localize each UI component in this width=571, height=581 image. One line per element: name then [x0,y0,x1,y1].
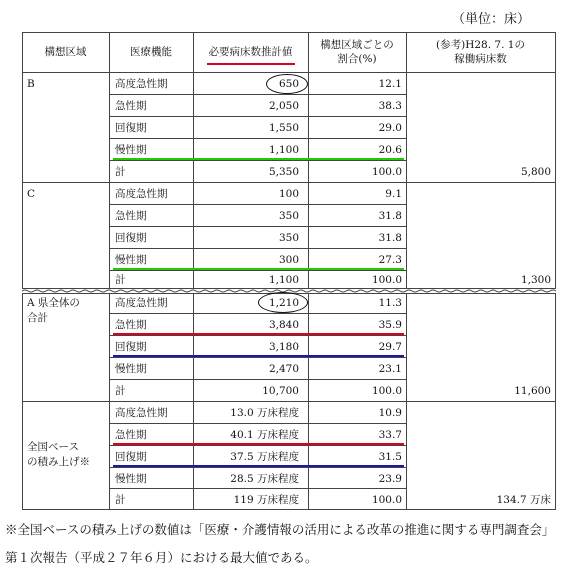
value-cell: 13.0 万床程度 [230,407,299,419]
ratio-cell: 38.3 [378,100,402,112]
row-rule [109,116,407,117]
value-cell: 28.5 万床程度 [230,473,299,485]
col-divider [406,32,407,510]
col-divider [109,32,110,510]
function-cell: 慢性期 [115,144,147,156]
row-rule [109,94,407,95]
ratio-cell: 29.7 [378,341,402,353]
function-cell: 高度急性期 [115,297,168,309]
function-cell: 高度急性期 [115,407,168,419]
reference-cell: 5,800 [520,166,551,178]
area-label: A 県全体の [27,297,80,309]
ratio-cell: 9.1 [385,188,402,200]
row-rule [109,138,407,139]
row-rule [109,423,407,424]
row-rule [109,160,407,161]
table-border-top [22,32,556,33]
row-rule [109,357,407,358]
value-cell: 300 [278,254,299,266]
reference-cell: 11,600 [514,385,551,397]
ratio-cell: 12.1 [378,78,402,90]
function-cell: 高度急性期 [115,78,168,90]
row-rule [109,488,407,489]
function-cell: 計 [115,274,126,286]
value-cell: 350 [278,232,299,244]
function-cell: 回復期 [115,451,147,463]
row-rule [109,248,407,249]
row-rule [109,379,407,380]
ratio-cell: 23.1 [378,363,402,375]
function-cell: 急性期 [115,319,147,331]
value-cell: 5,350 [268,166,299,178]
circle-annotation [258,292,308,313]
red-highlight-line [113,333,404,335]
blue-highlight-line [113,355,404,357]
function-cell: 急性期 [115,429,147,441]
group-rule [22,401,556,402]
ratio-cell: 100.0 [371,494,402,506]
value-cell: 40.1 万床程度 [230,429,299,441]
reference-cell: 134.7 万床 [496,494,551,506]
header-required-beds: 必要病床数推計値 [208,46,293,58]
ratio-cell: 10.9 [378,407,402,419]
row-rule [109,467,407,468]
circle-annotation [266,74,308,94]
group-rule [22,182,556,183]
blue-highlight-line [113,465,404,467]
table-border-bottom [22,509,556,510]
ratio-cell: 31.5 [378,451,402,463]
header-ratio-line1: 構想区域ごとの [320,39,394,51]
value-cell: 37.5 万床程度 [230,451,299,463]
value-cell: 1,100 [268,144,299,156]
header-red-underline [207,63,295,65]
red-highlight-line [113,443,404,445]
function-cell: 計 [115,494,126,506]
reference-cell: 1,300 [520,274,551,286]
value-cell: 100 [278,188,299,200]
area-label-line2: 合計 [27,312,48,324]
row-rule [109,313,407,314]
ratio-cell: 20.6 [378,144,402,156]
value-cell: 1,100 [268,274,299,286]
value-cell: 3,180 [268,341,299,353]
ratio-cell: 35.9 [378,319,402,331]
ratio-cell: 23.9 [378,473,402,485]
function-cell: 高度急性期 [115,188,168,200]
area-label: 全国ベース [27,441,79,453]
area-label: B [27,78,35,90]
ratio-cell: 11.3 [378,297,402,309]
value-cell: 1,210 [268,297,299,309]
function-cell: 慢性期 [115,473,147,485]
function-cell: 計 [115,385,126,397]
function-cell: 急性期 [115,100,147,112]
value-cell: 1,550 [268,122,299,134]
bed-count-table [22,32,556,510]
ratio-cell: 27.3 [378,254,402,266]
header-reference-line2: 稼働病床数 [454,53,507,65]
footnote-line2: 第１次報告（平成２７年６月）における最大値である。 [5,550,318,565]
ratio-cell: 100.0 [371,166,402,178]
row-rule [109,445,407,446]
value-cell: 10,700 [262,385,299,397]
ratio-cell: 31.8 [378,210,402,222]
function-cell: 計 [115,166,126,178]
green-highlight-line [113,268,404,270]
table-border-left [22,32,23,510]
header-ratio-line2: 割合(%) [337,53,377,65]
function-cell: 回復期 [115,232,147,244]
function-cell: 慢性期 [115,363,147,375]
ratio-cell: 33.7 [378,429,402,441]
value-cell: 3,840 [268,319,299,331]
value-cell: 119 万床程度 [233,494,299,506]
value-cell: 2,470 [268,363,299,375]
header-rule [22,72,556,73]
ratio-cell: 100.0 [371,385,402,397]
footnote-line1: ※全国ベースの積み上げの数値は「医療・介護情報の活用による改革の推進に関する専門調査会」 [5,522,555,537]
ratio-cell: 100.0 [371,274,402,286]
green-highlight-line [113,158,404,160]
unit-label: （単位：床） [452,12,531,27]
area-label: C [27,188,36,200]
header-area: 構想区域 [44,46,87,58]
value-cell: 650 [278,78,299,90]
area-label-line2: の積み上げ※ [27,456,90,468]
ratio-cell: 31.8 [378,232,402,244]
row-rule [109,270,407,271]
row-rule [109,226,407,227]
value-cell: 350 [278,210,299,222]
table-border-right [555,32,556,510]
row-rule [109,335,407,336]
header-function: 医療機能 [130,46,172,58]
function-cell: 慢性期 [115,254,147,266]
function-cell: 急性期 [115,210,147,222]
function-cell: 回復期 [115,341,147,353]
function-cell: 回復期 [115,122,147,134]
header-reference-line1: (参考)H28. 7. 1の [436,39,525,51]
value-cell: 2,050 [268,100,299,112]
row-rule [109,204,407,205]
ratio-cell: 29.0 [378,122,402,134]
